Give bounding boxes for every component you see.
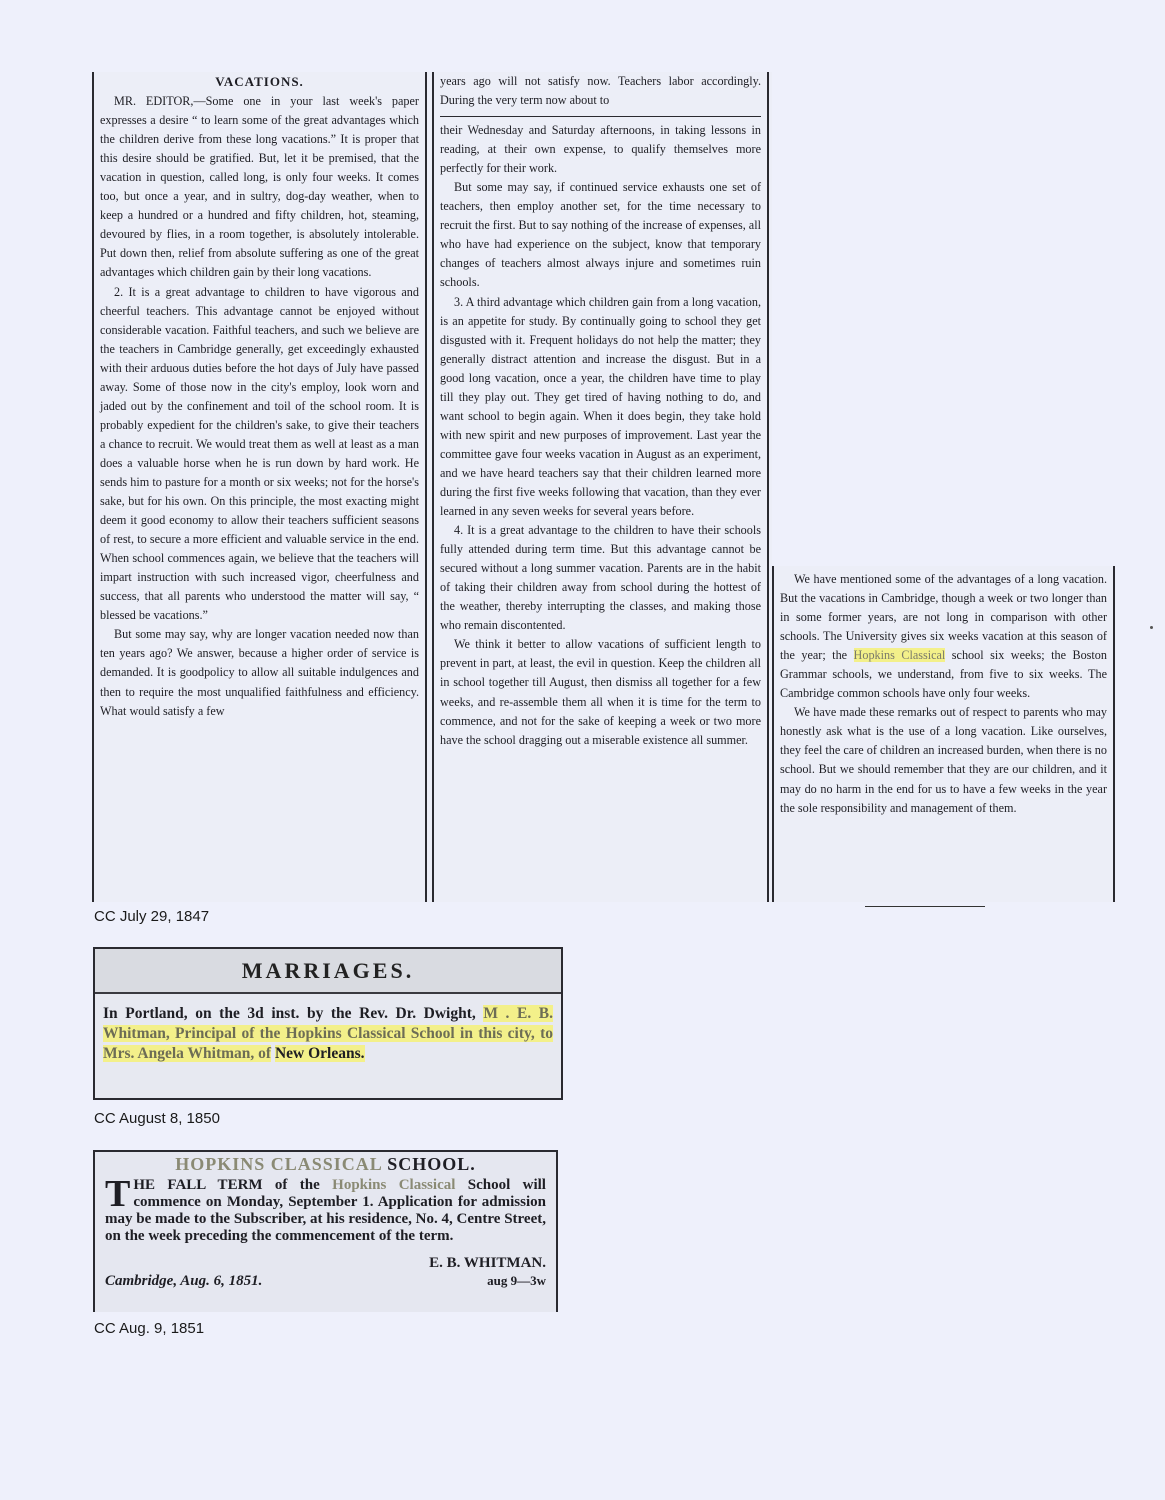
marriages-notice: In Portland, on the 3d inst. by the Rev. Dr. Dwight, M . E. B. Whitman, Principal of the Hopkins Classical School in this city, to Mrs. Angela Whitman, of New Orleans.: [103, 1005, 554, 1062]
column-1-paragraph-1: MR. EDITOR,—Some one in your last week's paper expresses a desire “ to learn some of the great advantages which the children derive from these long vacations.” It is proper that this desire should be gratified. But, let it be premised, that the vacation in question, called long, is only four weeks. It comes too, but once a year, and in sultry, dog-day weather, when to keep a hundred or a hundred and fifty children, hot, steaming, devoured by flies, in a room together, is absolutely intolerable. Put down then, relief from absolute suffering as one of the great advantages which children gain by their long vacations.: [100, 94, 419, 280]
hopkins-school-ad-clipping: [93, 1150, 558, 1312]
column-2-paragraph-2: But some may say, if continued service exhausts one set of teachers, then employ another set, for the time necessary to recruit the first. But to say nothing of the increase of expenses, all who have had experience on the subject, know that temporary changes of teachers almost always injure and sometimes ruin schools.: [440, 180, 761, 290]
highlight-hopkins-classical: Hopkins Classical: [853, 648, 946, 663]
vacations-article-clipping: [92, 72, 772, 902]
ad-dropcap: T: [105, 1173, 131, 1215]
margin-speck: [1150, 626, 1153, 629]
highlight-new-orleans: New Orleans.: [274, 1045, 365, 1062]
article-title: VACATIONS.: [215, 74, 304, 89]
ad-footer: [95, 1245, 556, 1290]
column-3-paragraph-1: We have mentioned some of the advantages of a long vacation. But the vacations in Cambridge, though a week or two longer than in some former years, are not long in comparison with other schools. The University gives six weeks vacation at this season of the year; the Hopkins Classical school six weeks; the Boston Grammar schools, we understand, from five to six weeks. The Cambridge common schools have only four weeks.: [780, 572, 1107, 701]
column-3-end-rule: [865, 906, 985, 907]
column-1-paragraph-3: But some may say, why are longer vacation needed now than ten years ago? We answer, because a higher order of service is demanded. It is goodpolicy to allow all suitable indulgences and then to require the most unqualified faithfulness and efficiency. What would satisfy a few: [100, 627, 419, 718]
ad-place-date: Cambridge, Aug. 6, 1851.: [105, 1273, 263, 1289]
column-2-paragraph-4: 4. It is a great advantage to the children to have their schools fully attended during term time. But this advantage cannot be secured without a long summer vacation. Parents are in the habit of taking their children away from school during the hottest of the weather, thereby interrupting the classes, and making those who remain discontented.: [440, 523, 761, 633]
ad-title-highlight: HOPKINS CLASSICAL: [175, 1154, 382, 1174]
article-column-1: [92, 72, 427, 902]
marriages-clipping: [93, 947, 563, 1100]
caption-1847: CC July 29, 1847: [94, 908, 210, 925]
article-column-2: [432, 72, 769, 902]
column-3-paragraph-2: We have made these remarks out of respect to parents who may honestly ask what is the use of a long vacation. Like ourselves, they feel the care of children an increased burden, when there is no school. But we should remember that they are our children, and it may do no harm in the end for us to have a few weeks in the year the sole responsibility and management of them.: [780, 705, 1107, 815]
marriages-title: MARRIAGES.: [95, 949, 561, 994]
column-2-top-text: years ago will not satisfy now. Teachers labor accordingly. During the very term now about to: [440, 74, 761, 108]
column-1-paragraph-2: 2. It is a great advantage to children to have vigorous and cheerful teachers. This advantage cannot be enjoyed without considerable vacation. Faithful teachers, and such we believe are the teachers in Cambridge generally, get exceedingly exhausted with their arduous duties before the hot days of July have passed away. Some of those now in the city's employ, look worn and jaded out by the confinement and toil of the school room. It is probably expedient for the children's sake, to give their teachers a chance to recruit. We would treat them as well at least as a man does a valuable horse when he is run down by hard work. He sends him to pasture for a month or six weeks; not for the horse's sake, but for his own. On this principle, the most exacting might deem it good economy to allow their teachers sufficient seasons of rest, to secure a more efficient and valuable service in the end. When school commences again, we believe that the teachers will impart instruction with such increased vigor, cheerfulness and success, that all parents who understood the matter will say, “ blessed be vacations.”: [100, 284, 419, 623]
caption-1851: CC Aug. 9, 1851: [94, 1320, 205, 1337]
ad-body-highlight: Hopkins Classical: [332, 1177, 456, 1193]
ad-body: THE FALL TERM of the Hopkins Classical School will commence on Monday, September 1. Application for admission may be made to the Subscriber, at his residence, No. 4, Centre Street, on the week preceding the commencement of the term.: [105, 1173, 546, 1244]
highlight-whitman-notice: M . E. B. Whitman, Principal of the Hopkins Classical School in this city, to Mrs. Angela Whitman, of: [103, 1005, 554, 1062]
column-2-divider: [440, 116, 761, 117]
column-2-paragraph-1: their Wednesday and Saturday afternoons, in taking lessons in reading, at their own expense, to qualify themselves more perfectly for their work.: [440, 123, 761, 176]
column-2-paragraph-5: We think it better to allow vacations of sufficient length to prevent in part, at least, the evil in question. Keep the children all in school together till August, then dismiss all together for a few weeks, and re-assemble them all when it is time for the term to commence, and not for the sake of keeping a week or two more have the school dragging out a miserable existence all summer.: [440, 637, 761, 747]
ad-title: HOPKINS CLASSICAL SCHOOL.: [175, 1154, 476, 1174]
article-column-3: [772, 566, 1115, 902]
ad-signature: E. B. WHITMAN. aug 9—3w: [429, 1255, 546, 1288]
column-2-paragraph-3: 3. A third advantage which children gain from a long vacation, is an appetite for study. By continually going to school they get disgusted with it. Frequent holidays do not help the matter; they generally distract attention and increase the disgust. But in a good long vacation, once a year, the children have time to play till they play out. They get tired of having nothing to do, and want school to begin again. When it does begin, they take hold with new spirit and new purposes of improvement. Last year the committee gave four weeks vacation in August as an experiment, and we have heard teachers say that their children learned more during the first five weeks following that vacation, than they ever learned in any seven weeks for several years before.: [440, 294, 761, 519]
caption-1850: CC August 8, 1850: [94, 1110, 220, 1127]
